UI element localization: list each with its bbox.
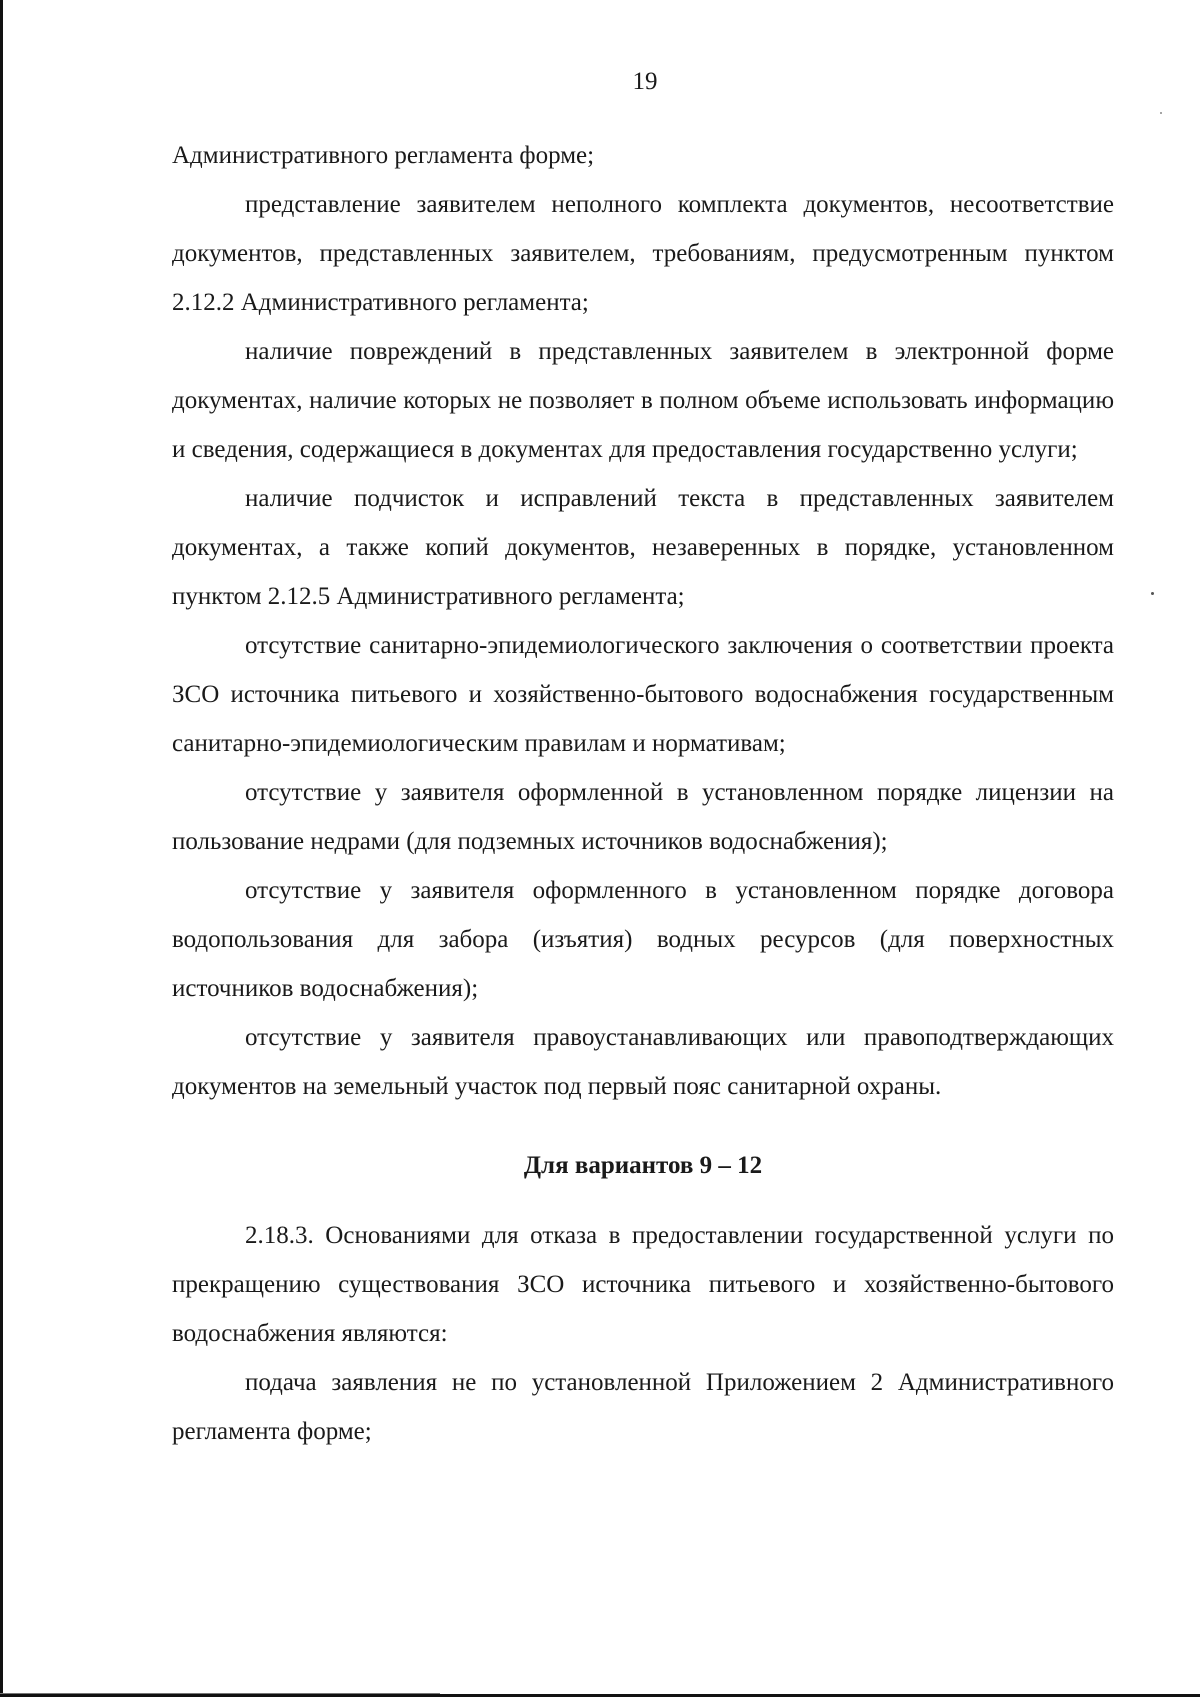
paragraph: отсутствие у заявителя правоустанавливающих или правоподтверждающих документов на земельный участок под первый пояс санитарной охраны. bbox=[172, 1024, 1114, 1100]
paragraph: отсутствие у заявителя оформленной в установленном порядке лицензии на пользование недрами (для подземных источников водоснабжения); bbox=[172, 779, 1114, 855]
scan-speck bbox=[1151, 592, 1154, 595]
section-heading: Для вариантов 9 – 12 bbox=[523, 1152, 763, 1179]
paragraph: наличие повреждений в представленных заявителем в электронной форме документах, наличие которых не позволяет в полном объеме использовать информацию и сведения, содержащиеся в документах для предоставления государственно услуги; bbox=[172, 338, 1114, 463]
paragraph: представление заявителем неполного комплекта документов, несоответствие документов, представленных заявителем, требованиям, предусмотренным пунктом 2.12.2 Административного регламента; bbox=[172, 191, 1114, 316]
paragraph: 2.18.3. Основаниями для отказа в предоставлении государственной услуги по прекращению существования ЗСО источника питьевого и хозяйственно-бытового водоснабжения являются: bbox=[172, 1222, 1114, 1347]
paragraph: подача заявления не по установленной Приложением 2 Административного регламента форме; bbox=[172, 1369, 1114, 1445]
page-number: 19 bbox=[632, 68, 658, 95]
paragraph: отсутствие у заявителя оформленного в установленном порядке договора водопользования для забора (изъятия) водных ресурсов (для поверхностных источников водоснабжения); bbox=[172, 877, 1114, 1002]
paragraph: Административного регламента форме; bbox=[172, 142, 595, 169]
document-body bbox=[172, 131, 1114, 1456]
paragraph: отсутствие санитарно-эпидемиологического заключения о соответствии проекта ЗСО источника питьевого и хозяйственно-бытового водоснабжения государственным санитарно-эпидемиологическим правилам и нормативам; bbox=[172, 632, 1114, 757]
scan-border-left bbox=[0, 0, 3, 1697]
paragraph: наличие подчисток и исправлений текста в представленных заявителем документах, а также копий документов, незаверенных в порядке, установленном пунктом 2.12.5 Административного регламента; bbox=[172, 485, 1114, 610]
scan-speck bbox=[1160, 112, 1162, 114]
